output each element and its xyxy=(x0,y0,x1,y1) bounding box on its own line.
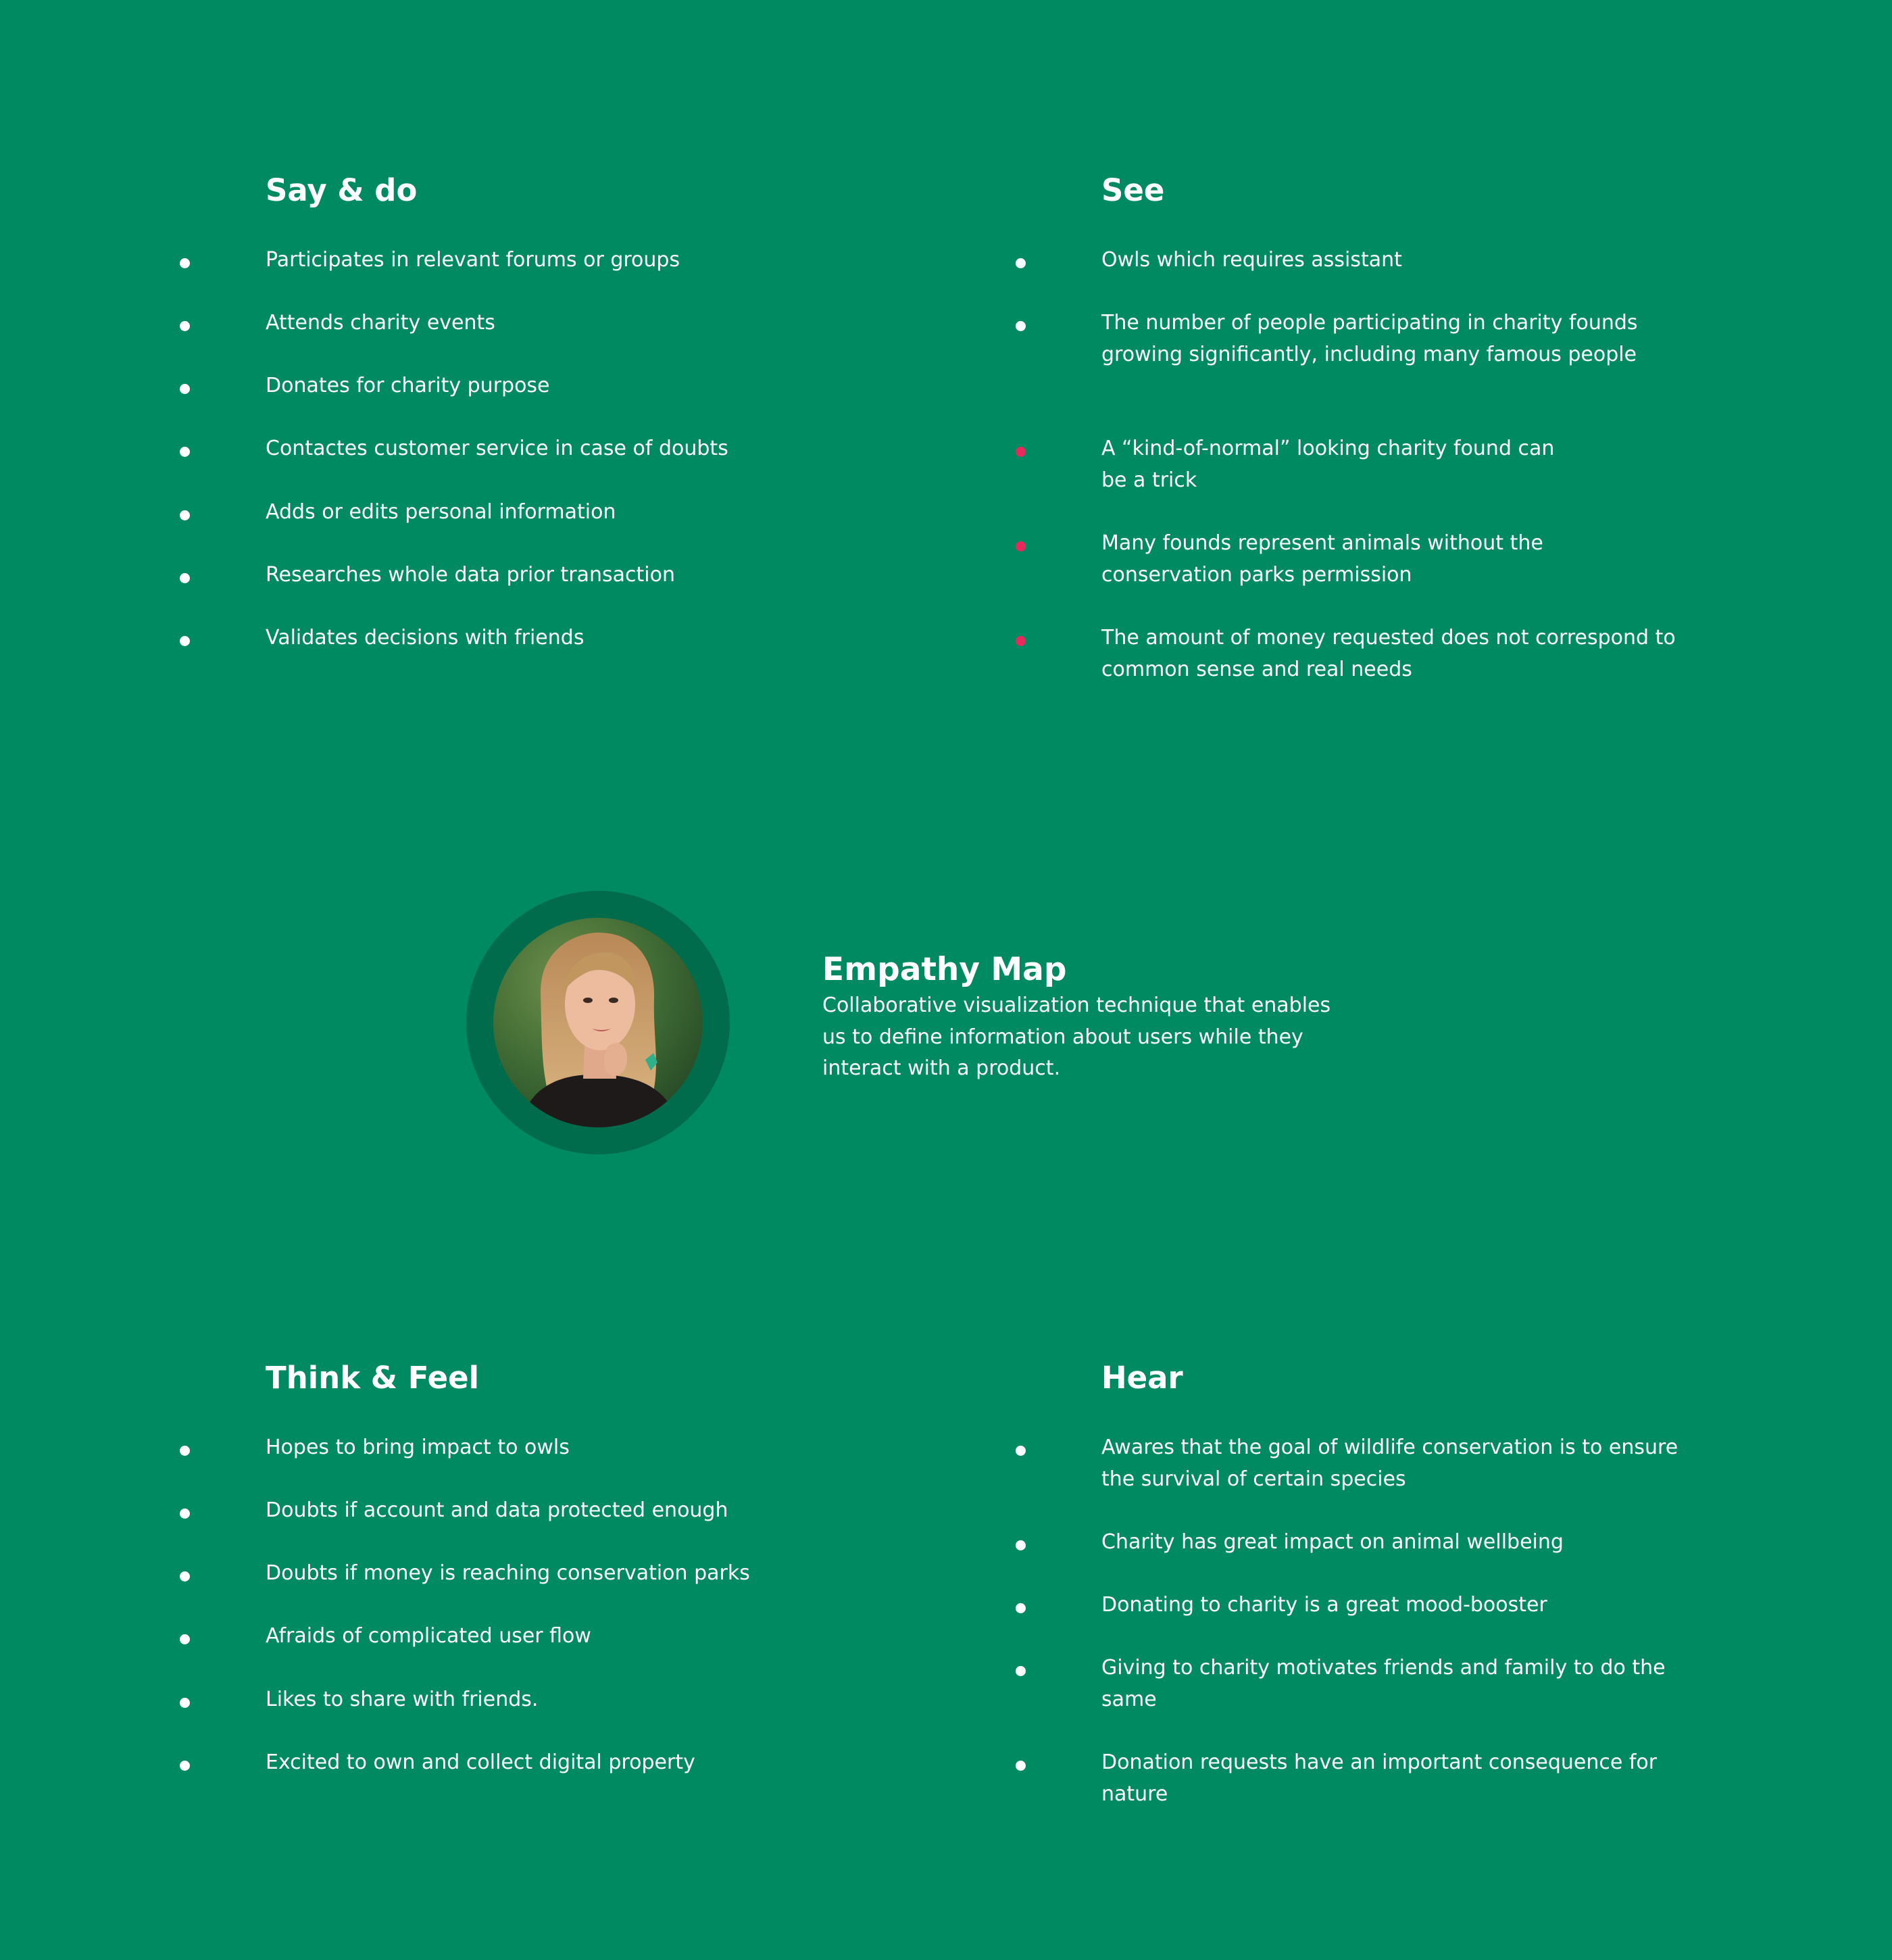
list-item xyxy=(266,308,995,339)
quadrant-title: Say & do xyxy=(266,172,418,208)
alert-bullet-icon xyxy=(1016,541,1026,552)
bullet-icon xyxy=(180,1634,190,1644)
bullet-icon xyxy=(180,1698,190,1708)
bullet-icon xyxy=(180,258,190,268)
item-text: Likes to share with friends. xyxy=(266,1688,539,1711)
item-text: Excited to own and collect digital property xyxy=(266,1750,695,1774)
list-item xyxy=(1101,308,1676,370)
item-text: Awares that the goal of wildlife conservation is to ensure the survival of certain species xyxy=(1101,1436,1678,1491)
list-item xyxy=(1101,1747,1696,1810)
item-text: Doubts if account and data protected enough xyxy=(266,1498,728,1522)
list-item xyxy=(266,370,995,402)
item-text: Owls which requires assistant xyxy=(1101,248,1402,272)
bullet-icon xyxy=(1016,321,1026,331)
list-item xyxy=(266,1621,995,1652)
list-item xyxy=(266,433,995,465)
item-text: The number of people participating in charity founds growing significantly, including many famous people xyxy=(1101,311,1638,366)
bullet-icon xyxy=(1016,258,1026,268)
bullet-icon xyxy=(180,510,190,520)
bullet-icon xyxy=(180,1509,190,1519)
item-text: Donation requests have an important consequence for nature xyxy=(1101,1750,1658,1806)
bullet-icon xyxy=(180,1761,190,1771)
item-text: Hopes to bring impact to owls xyxy=(266,1436,570,1459)
bullet-icon xyxy=(180,636,190,646)
quadrant-title: Hear xyxy=(1101,1360,1183,1396)
item-text: The amount of money requested does not correspond to common sense and real needs xyxy=(1101,626,1676,681)
bullet-icon xyxy=(180,573,190,583)
list-item xyxy=(266,1495,995,1527)
list-item xyxy=(1101,245,1676,276)
list-item xyxy=(266,1747,995,1779)
bullet-icon xyxy=(180,447,190,457)
list-item xyxy=(1101,622,1676,685)
item-text: Validates decisions with friends xyxy=(266,626,584,650)
alert-bullet-icon xyxy=(1016,447,1026,457)
item-text: Researches whole data prior transaction xyxy=(266,563,675,587)
list-item xyxy=(1101,1432,1696,1495)
list-item xyxy=(266,1432,995,1464)
list-item xyxy=(266,560,995,591)
list-item xyxy=(266,622,995,654)
quadrant-title: Think & Feel xyxy=(266,1360,480,1396)
item-text: Afraids of complicated user flow xyxy=(266,1624,591,1648)
empathy-map-intro xyxy=(822,950,1336,1085)
list-item xyxy=(266,1558,995,1590)
item-text: Donating to charity is a great mood-booster xyxy=(1101,1593,1547,1617)
list-item xyxy=(1101,528,1676,591)
bullet-icon xyxy=(1016,1540,1026,1550)
item-text: Participates in relevant forums or groups xyxy=(266,248,680,272)
quadrant-title: See xyxy=(1101,172,1165,208)
bullet-icon xyxy=(1016,1603,1026,1613)
item-text: Doubts if money is reaching conservation parks xyxy=(266,1561,750,1585)
alert-bullet-icon xyxy=(1016,636,1026,646)
bullet-icon xyxy=(180,321,190,331)
list-item xyxy=(1101,1527,1696,1559)
item-text: Charity has great impact on animal wellbeing xyxy=(1101,1530,1564,1554)
bullet-icon xyxy=(180,1571,190,1582)
item-text: Attends charity events xyxy=(266,311,495,335)
item-text: Donates for charity purpose xyxy=(266,374,550,397)
item-text: Giving to charity motivates friends and family to do the same xyxy=(1101,1656,1666,1711)
bullet-icon xyxy=(180,1446,190,1456)
list-item xyxy=(1101,1652,1696,1715)
avatar xyxy=(493,918,703,1127)
list-item xyxy=(266,497,995,529)
bullet-icon xyxy=(1016,1761,1026,1771)
avatar-ring xyxy=(466,891,730,1154)
list-item xyxy=(1101,1590,1696,1621)
bullet-icon xyxy=(1016,1666,1026,1676)
item-text: Many founds represent animals without the conservation parks permission xyxy=(1101,531,1543,587)
page-description: Collaborative visualization technique that enables us to define information about users while they interact with a product. xyxy=(822,994,1331,1081)
item-text: Adds or edits personal information xyxy=(266,500,616,524)
item-text: A “kind-of-normal” looking charity found can be a trick xyxy=(1101,437,1555,492)
list-item xyxy=(1101,433,1561,496)
bullet-icon xyxy=(180,384,190,394)
list-item xyxy=(266,1684,995,1716)
page-title: Empathy Map xyxy=(822,951,1067,988)
bullet-icon xyxy=(1016,1446,1026,1456)
list-item xyxy=(266,245,995,276)
user-portrait-icon xyxy=(493,918,703,1127)
item-text: Contactes customer service in case of doubts xyxy=(266,437,728,460)
